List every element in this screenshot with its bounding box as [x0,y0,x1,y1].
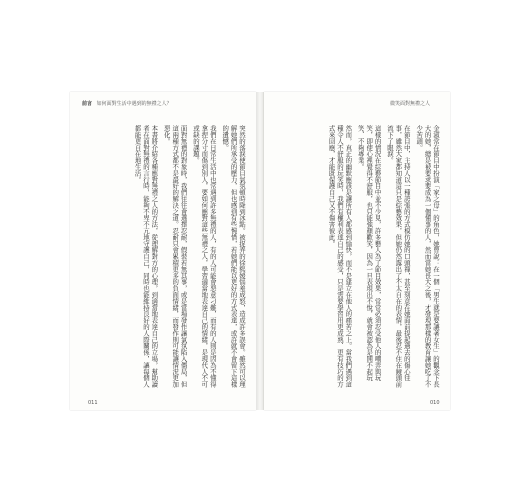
body-paragraph: 這樣的情況在綜藝節目中並不少見，許多藝人為了節目效果，常常必須忍受他人的嘲弄與玩笑，即使心裡覺得不舒服，也只能強顏歡笑，因為一旦表現出不悅，就會被認為是開不起玩笑、不夠專業。 [356,125,382,381]
body-paragraph: 金淑常在節目中扮演「家之母」的角色，她曾說：在一個「男生就是要讓著女生」的觀念下長大的她，總是被要求要成為一個懂事的人，然而當她長大之後，才發現那樣的教育讓她吃了不少苦頭。 [415,125,440,388]
left-running-head [82,102,172,107]
running-head-title: 微笑面對無禮之人 [390,101,431,107]
body-paragraph: 我們在日常生活中也常遇到許多無禮的人，有的人可能會惡意刁難，而有的人則是因為不懂得拿捏分寸而傷到別人，要如何應對這些無禮之人，學習適當地表達自己的情緒，是現代人不可或缺的課題。 [191,125,217,388]
body-paragraph: 面對無禮的對象時，我們往往會選擇忍耐，假裝若無其事，或是當場發作讓氣氛陷入僵局，但這兩種方式都不是最好的解決之道。忍耐只會累積更多的負面情緒，而發作則可能讓情況更加惡化。 [162,125,188,388]
right-page-body [276,125,440,393]
running-head-title: 如何面對生活中遇到的無禮之人？ [96,101,172,107]
body-paragraph: 然而，真正的幽默應該是讓所有人都感到愉快，而不是建立在他人的痛苦之上。當我們遇到這種令人不舒服的玩笑時，我們有權利表達自己的感受，只是需要學習用更成熟、更有技巧的方式來回應，才能既保護自己又不傷害彼此。 [327,125,353,388]
chapter-label: 前言 [82,101,93,107]
body-paragraph: 本書將介紹各種應對無禮之人的方法，從理解對方的心理，到適當地表達自己的立場，幫助讀者在面對無禮的言行時，能夠不卑不亢地守護自己，同時也能維持良好的人際關係，讓每個人都能更自在地生活。 [133,125,159,388]
body-paragraph: 突然的落淚使節目氣氛頓時降到冰點。被捉弄的徐熙媛惱羞成怒，造成許多誤會。雖然可以理解她們所承受的壓力，但也感到有些惋惜，若她們能以更好的方式表達，或許就不會留下這樣的遺憾。 [221,125,246,388]
page-number-right: 010 [430,400,440,406]
book-gutter [256,92,264,410]
body-paragraph: 在節目中，主持人以一種誇張的方式模仿她的口頭禪，甚至刻意在她面前提起過去的傷心往事，雖然大家都知道這只是綜藝效果，但她仍然露出了不太自在的表情，最後忍不住在鏡頭前流下了眼淚。 [385,125,411,388]
right-running-head [390,102,430,107]
page-number-left: 011 [88,400,98,406]
left-page-body [82,125,246,393]
